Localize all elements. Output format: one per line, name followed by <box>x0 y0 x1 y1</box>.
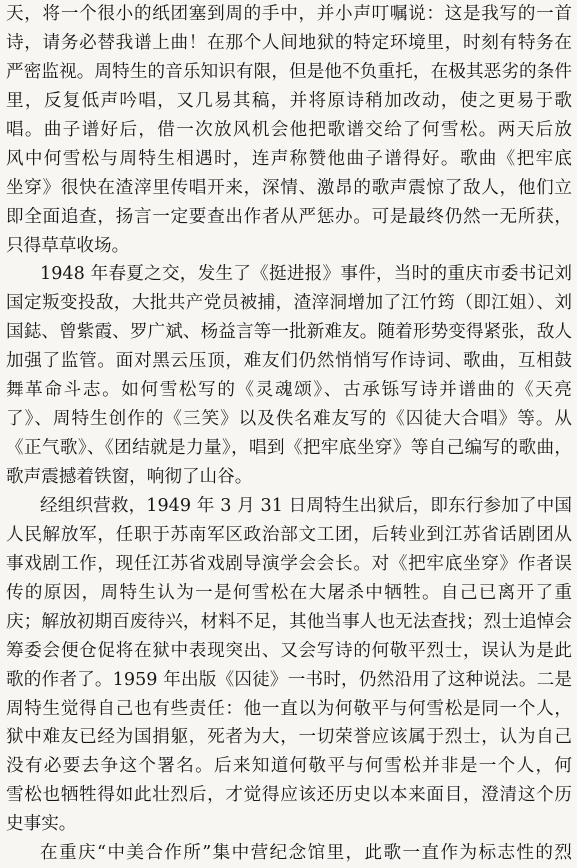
text-line: 国定叛变投敌，大批共产党员被捕，渣滓洞增加了江竹筠（即江姐）、刘 <box>6 293 572 314</box>
text-line: 庆；解放初期百废待兴，材料不足，其他当事人也无法查找；烈士追悼会 <box>6 611 572 632</box>
text-line: 在重庆“中美合作所”集中营纪念馆里，此歌一直作为标志性的烈 <box>40 843 572 864</box>
text-line: 诗，请务必替我谱上曲！在那个人间地狱的特定环境里，时刻有特务在 <box>6 32 572 53</box>
book-page <box>6 0 572 868</box>
text-line: 经组织营救，1949 年 3 月 31 日周特生出狱后，即东行参加了中国 <box>40 495 572 516</box>
paragraph-4 <box>6 839 572 868</box>
paragraph-2 <box>6 260 572 492</box>
text-line: 人民解放军，任职于苏南军区政治部文工团，后转业到江苏省话剧团从 <box>6 524 572 545</box>
text-line: 传的原因，周特生认为一是何雪松在大屠杀中牺牲。自己已离开了重 <box>6 582 572 603</box>
text-line: 天，将一个很小的纸团塞到周的手中，并小声叮嘱说：这是我写的一首 <box>6 4 572 24</box>
text-line: 《正气歌》、《团结就是力量》，唱到《把牢底坐穿》等自己编写的歌曲， <box>6 438 572 459</box>
text-line: 筹委会便仓促将在狱中表现突出、又会写诗的何敬平烈士，误认为是此 <box>6 640 572 661</box>
text-line: 1948 年春夏之交，发生了《挺进报》事件，当时的重庆市委书记刘 <box>40 264 572 285</box>
text-line: 史事实。 <box>6 814 77 835</box>
paragraph-1 <box>6 0 572 260</box>
text-line: 即全面追查，扬言一定要查出作者从严惩办。可是最终仍然一无所获， <box>6 206 572 227</box>
text-line: 加强了监管。面对黑云压顶，难友们仍然悄悄写作诗词、歌曲，互相鼓 <box>6 351 572 372</box>
text-line: 只得草草收场。 <box>6 235 130 256</box>
text-line: 舞革命斗志。如何雪松写的《灵魂颂》、古承铄写诗并谱曲的《天亮 <box>6 380 572 401</box>
text-line: 国鋕、曾紫霞、罗广斌、杨益言等一批新难友。随着形势变得紧张，敌人 <box>6 322 572 343</box>
text-line: 狱中难友已经为国捐躯，死者为大，一切荣誉应该属于烈士，认为自己 <box>6 727 572 748</box>
text-line: 歌的作者了。1959 年出版《囚徒》一书时，仍然沿用了这种说法。二是 <box>6 669 572 690</box>
text-line: 没有必要去争这个署名。后来知道何敬平与何雪松并非是一个人，何 <box>6 756 572 777</box>
text-line: 严密监视。周特生的音乐知识有限，但是他不负重托，在极其恶劣的条件 <box>6 61 572 82</box>
text-line: 周特生觉得自己也有些责任：他一直以为何敬平与何雪松是同一个人， <box>6 698 572 719</box>
text-line: 里，反复低声吟唱，又几易其稿，并将原诗稍加改动，使之更易于歌 <box>6 90 572 111</box>
text-line: 唱。曲子谱好后，借一次放风机会他把歌谱交给了何雪松。两天后放 <box>6 119 572 140</box>
text-line: 歌声震撼着铁窗，响彻了山谷。 <box>6 467 253 487</box>
paragraph-3 <box>6 492 572 839</box>
text-line: 事戏剧工作，现任江苏省戏剧导演学会会长。对《把牢底坐穿》作者误 <box>6 553 572 574</box>
text-line: 雪松也牺牲得如此壮烈后，才觉得应该还历史以本来面目，澄清这个历 <box>6 785 572 806</box>
text-line: 坐穿》很快在渣滓里传唱开来，深情、激昂的歌声震惊了敌人，他们立 <box>6 177 572 198</box>
text-line: 风中何雪松与周特生相遇时，连声称赞他曲子谱得好。歌曲《把牢底 <box>6 148 572 169</box>
text-line: 了》、周特生创作的《三笑》以及佚名难友写的《囚徒大合唱》等。从 <box>6 409 572 430</box>
